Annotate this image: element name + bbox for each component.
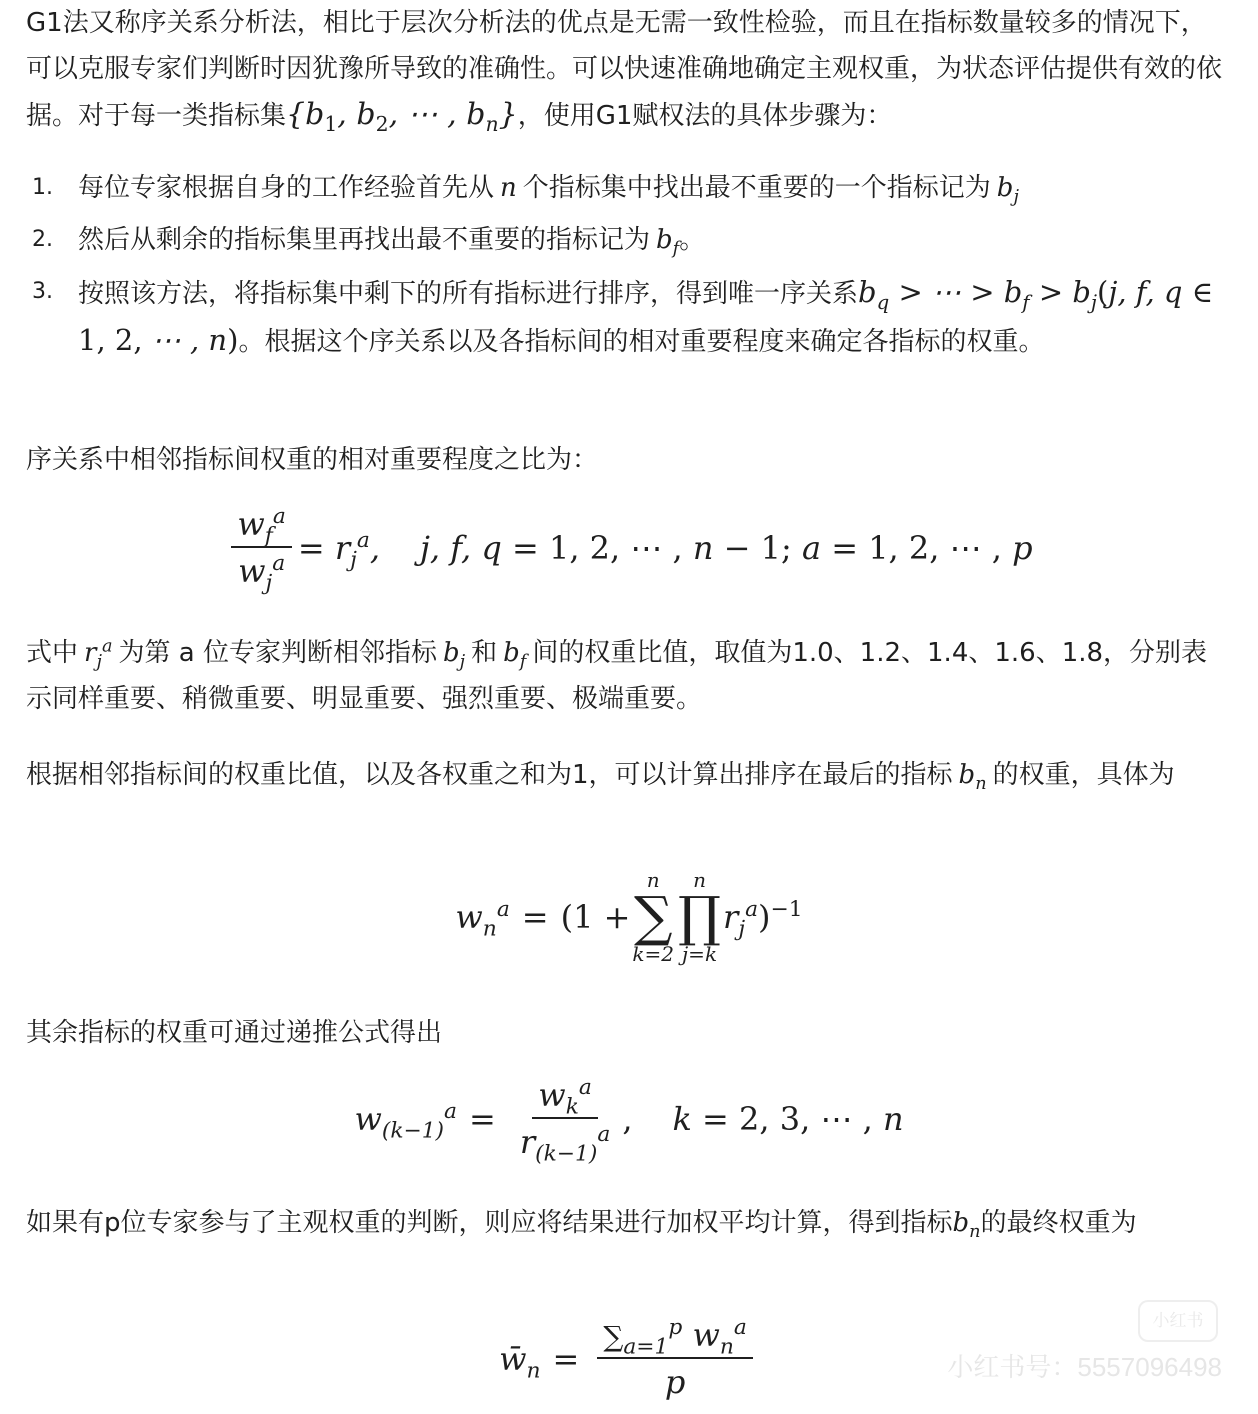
step-text: 个指标集中找出最不重要的一个指标记为 (522, 173, 991, 203)
index-set-math: {$b_1$, $b_2$, ⋯ , $b_n$} (286, 97, 518, 137)
average-paragraph (26, 1200, 1231, 1246)
fraction: $\frac{w_f^a}{w_j^a}$ (231, 507, 291, 589)
intro-text: G1法又称序关系分析法，相比于层次分析法的优点是无需一致性检验，而且在指标数量较多的情况下，可以克服专家们判断时因犹豫所导致的准确性。可以快速准确地确定主观权重，为状态评估提供有效的依据。对于每一类指标集 (26, 8, 1223, 131)
equation-condition: j, f, q = 1, 2, ⋯ , n − 1; a = 1, 2, ⋯ , p (420, 529, 1033, 568)
list-number: 3. (32, 279, 53, 304)
def-text: 式中 (26, 638, 79, 668)
equation-rhs: = $r_j^a$, (297, 528, 380, 573)
steps-list (26, 165, 1231, 371)
var-bj: $b_j$ (442, 638, 466, 673)
weight-paragraph (26, 752, 1231, 798)
avg-text: 如果有p位专家参与了主观权重的判断，则应将结果进行加权平均计算，得到指标 (26, 1208, 953, 1238)
weight-text: 根据相邻指标间的权重比值，以及各权重之和为1，可以计算出排序在最后的指标 (26, 760, 953, 790)
var-bj: $b_j$ (996, 173, 1019, 208)
ratio-paragraph: 序关系中相邻指标间权重的相对重要程度之比为： (26, 445, 599, 475)
def-text: 和 (471, 638, 498, 668)
intro-text-end: ，使用G1赋权法的具体步骤为： (517, 101, 893, 131)
var-n: n (500, 173, 517, 203)
equation-last-weight: $w_n^a$ = (1 + n ∑ k=2 n ∏ j=k $r_j^a$ )$^{-1}$ (455, 868, 803, 966)
definition-paragraph (26, 630, 1231, 722)
def-text: 间的权重比值，取值为1.0、1.2、1.4、1.6、1.8，分别表示同样重要、稍微重要、明显重要、强烈重要、极端重要。 (26, 638, 1208, 714)
weight-text: 的权重，具体为 (992, 760, 1175, 790)
var-bn: $b_n$ (958, 760, 987, 795)
var-bn: $b_n$ (952, 1208, 981, 1243)
equation-ratio (0, 504, 1258, 596)
var-bf: $b_f$ (656, 225, 680, 260)
equation-recursion: $w_{(k-1)}^a$ = $\frac{w_k^a}{r_{(k-1)}^a}$ , k = 2, 3, ⋯ , n (354, 1075, 904, 1167)
equation-average: $w̄_n$ = $\frac{\sum_{a=1}^p w_n^a}{p}$ (0, 1318, 1258, 1400)
var-bf: $b_f$ (503, 638, 527, 673)
step-text: 每位专家根据自身的工作经验首先从 (78, 173, 495, 203)
step-text: 按照该方法，将指标集中剩下的所有指标进行排序，得到唯一序关系 (78, 279, 859, 309)
step-text: 然后从剩余的指标集里再找出最不重要的指标记为 (78, 225, 651, 255)
fraction: $\frac{w_k^a}{r_{(k-1)}^a}$ (519, 1075, 611, 1167)
list-item (26, 269, 1231, 365)
equation-condition: k = 2, 3, ⋯ , n (672, 1100, 904, 1139)
var-r: $r_j^a$ (84, 636, 113, 673)
recursion-paragraph: 其余指标的权重可通过递推公式得出 (26, 1018, 443, 1048)
watermark-logo: 小红书 (1138, 1300, 1218, 1342)
list-item (26, 165, 1231, 211)
product-symbol: n ∏ j=k (678, 868, 722, 966)
watermark-id: 小红书号：5557096498 (947, 1352, 1222, 1382)
avg-text: 的最终权重为 (980, 1208, 1137, 1238)
step-text: 。 (679, 225, 706, 255)
list-number: 2. (32, 227, 53, 252)
list-item (26, 217, 1231, 263)
intro-paragraph (26, 0, 1231, 139)
def-text: 为第 a 位专家判断相邻指标 (118, 638, 437, 668)
order-relation-math: $b_q$ > ⋯ > $b_f > b_j(j$, f, q ∈ 1, 2, ⋯ , n) (78, 275, 1214, 357)
sum-symbol: n ∑ k=2 (632, 868, 675, 966)
list-number: 1. (32, 175, 53, 200)
step-text: 。根据这个序关系以及各指标间的相对重要程度来确定各指标的权重。 (238, 327, 1045, 357)
fraction: $\frac{\sum_{a=1}^p w_n^a}{p}$ (597, 1318, 753, 1400)
